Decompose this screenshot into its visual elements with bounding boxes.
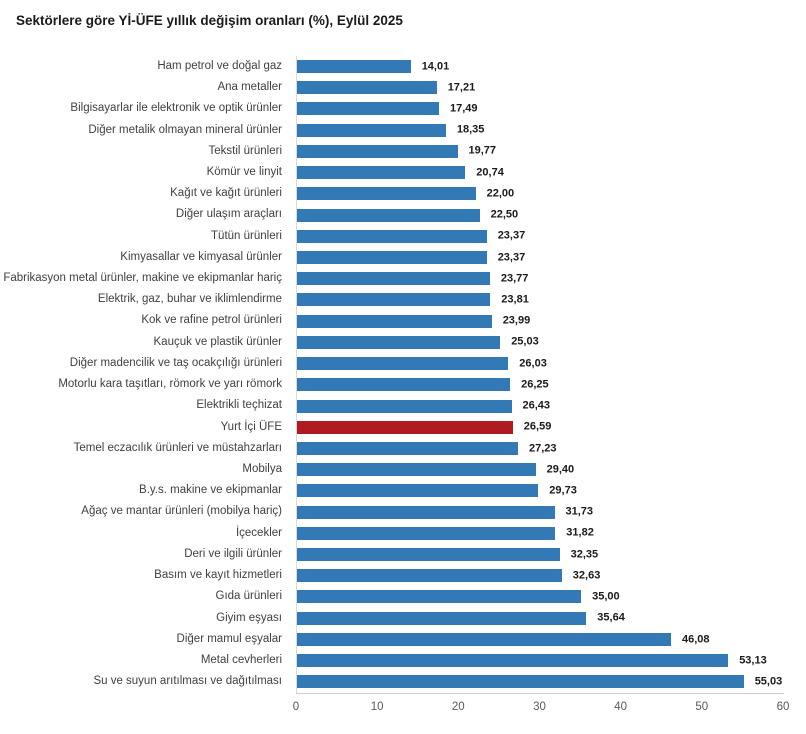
x-axis-tick-label: 40 [614,701,628,713]
bar [297,400,512,413]
chart-row [0,417,806,438]
category-label: Kömür ve linyit [206,165,282,178]
category-label: Basım ve kayıt hizmetleri [154,569,282,582]
bar [297,506,555,519]
category-label: Ağaç ve mantar ürünleri (mobilya hariç) [81,505,282,518]
value-label: 22,00 [486,187,515,200]
chart-row [0,98,806,119]
value-label: 19,77 [468,144,497,157]
chart-row [0,502,806,523]
chart-title: Sektörlere göre Yİ-ÜFE yıllık değişim oranları (%), Eylül 2025 [16,13,403,28]
chart-row [0,544,806,565]
bar [297,548,560,561]
value-label: 23,99 [502,314,531,327]
value-label: 53,13 [739,654,767,667]
value-label: 26,43 [522,399,551,412]
x-axis-tick-label: 10 [370,701,384,713]
bar [297,293,490,306]
bar-track [296,459,806,480]
bar-track [296,311,806,332]
bar [297,633,671,646]
chart-row [0,205,806,226]
x-axis-tick-label: 30 [533,701,546,713]
category-label: İçecekler [235,526,282,539]
x-axis-tick-label: 20 [451,701,465,713]
value-label: 32,35 [570,548,599,561]
category-label: Motorlu kara taşıtları, römork ve yarı römork [58,378,282,391]
chart-row [0,162,806,183]
bar [297,187,476,200]
bar-track [296,417,806,438]
chart-row [0,183,806,204]
value-label: 26,25 [521,378,549,391]
chart-row [0,374,806,395]
bar [297,60,411,73]
value-label: 20,74 [476,166,504,179]
bar-track [296,671,806,692]
value-label: 23,37 [497,229,526,242]
bar [297,484,538,497]
chart-row [0,608,806,629]
value-label: 46,08 [682,633,710,646]
value-label: 27,23 [529,442,557,455]
chart-rows [0,56,806,693]
category-label: Ham petrol ve doğal gaz [157,59,282,72]
bar-track [296,247,806,268]
bar-track [296,502,806,523]
category-label: B.y.s. makine ve ekipmanlar [139,484,282,497]
value-label: 23,77 [500,272,529,285]
value-label: 18,35 [456,123,485,136]
bar-track [296,565,806,586]
category-label: Tekstil ürünleri [208,144,282,157]
bar [297,612,586,625]
chart-row [0,671,806,692]
chart-row [0,226,806,247]
bar-track [296,650,806,671]
bar-highlighted [297,421,513,434]
chart-row [0,396,806,417]
chart-row [0,523,806,544]
chart-row [0,247,806,268]
value-label: 26,03 [519,357,547,370]
x-axis-tick-label: 0 [292,701,300,713]
x-axis-tick-label: 50 [695,701,709,713]
bar [297,230,487,243]
bar [297,527,555,540]
chart-row [0,353,806,374]
category-label: Diğer mamul eşyalar [176,632,282,645]
category-label: Elektrik, gaz, buhar ve iklimlendirme [97,293,282,306]
value-label: 23,81 [501,293,529,306]
value-label: 26,59 [523,420,552,433]
bar [297,590,581,603]
value-label: 23,37 [497,251,526,264]
chart-row [0,332,806,353]
category-label: Kauçuk ve plastik ürünler [153,335,282,348]
chart-row [0,56,806,77]
category-label: Diğer metalik olmayan mineral ürünler [88,123,282,136]
chart-row [0,586,806,607]
value-label: 17,21 [447,81,476,94]
category-label: Kağıt ve kağıt ürünleri [170,187,282,200]
bar [297,81,437,94]
value-label: 29,40 [546,463,575,476]
category-label: Bilgisayarlar ile elektronik ve optik ürünler [70,102,282,115]
bar-track [296,56,806,77]
bar-track [296,544,806,565]
bar [297,209,480,222]
bar-track [296,332,806,353]
bar [297,569,562,582]
category-label: Gıda ürünleri [215,590,282,603]
value-label: 55,03 [754,675,783,688]
chart-row [0,565,806,586]
bar [297,336,500,349]
chart-row [0,459,806,480]
value-label: 32,63 [572,569,601,582]
value-label: 35,00 [592,590,620,603]
chart-row [0,311,806,332]
bar [297,463,536,476]
bar [297,124,446,137]
category-label: Tütün ürünleri [211,229,282,242]
value-label: 25,03 [511,335,539,348]
bar-track [296,396,806,417]
bar-track [296,374,806,395]
bar [297,675,744,688]
chart-row [0,77,806,98]
value-label: 22,50 [490,208,519,221]
category-label: Fabrikasyon metal ürünler, makine ve ekipmanlar hariç [3,272,282,285]
category-label: Giyim eşyası [216,611,282,624]
bar [297,102,439,115]
bar [297,442,518,455]
category-label: Ana metaller [217,81,282,94]
bar-track [296,353,806,374]
bar [297,378,510,391]
category-label: Kok ve rafine petrol ürünleri [141,314,282,327]
bar [297,166,465,179]
chart-row [0,268,806,289]
bar [297,145,458,158]
bar-track [296,289,806,310]
chart-row [0,629,806,650]
bar [297,251,487,264]
value-label: 31,82 [566,526,594,539]
value-label: 17,49 [450,102,478,115]
bar-track [296,141,806,162]
chart-row [0,120,806,141]
chart-row [0,650,806,671]
x-axis-line [296,693,784,694]
bar-track [296,162,806,183]
bar [297,654,728,667]
category-label: Yurt İçi ÜFE [220,420,282,433]
category-label: Deri ve ilgili ürünler [184,547,282,560]
bar-track [296,523,806,544]
bar-track [296,268,806,289]
value-label: 31,73 [565,505,594,518]
bar-track [296,480,806,501]
category-label: Diğer ulaşım araçları [175,208,282,221]
value-label: 14,01 [421,60,450,73]
bar-track [296,438,806,459]
bar [297,315,492,328]
category-label: Metal cevherleri [200,653,282,666]
chart-row [0,141,806,162]
bar-track [296,183,806,204]
bar-track [296,120,806,141]
bar-track [296,205,806,226]
x-axis-tick-label: 60 [776,701,790,713]
bar-track [296,77,806,98]
bar-track [296,586,806,607]
value-label: 29,73 [549,484,577,497]
chart-row [0,289,806,310]
category-label: Elektrikli teçhizat [196,399,282,412]
bar [297,272,490,285]
bar-track [296,226,806,247]
chart-row [0,438,806,459]
category-label: Temel eczacılık ürünleri ve müstahzarları [73,441,282,454]
bar-track [296,98,806,119]
category-label: Diğer madencilik ve taş ocakçılığı ürünleri [69,356,282,369]
chart-row [0,480,806,501]
category-label: Su ve suyun arıtılması ve dağıtılması [93,675,282,688]
category-label: Kimyasallar ve kimyasal ürünler [120,250,282,263]
bar-track [296,608,806,629]
value-label: 35,64 [597,611,625,624]
bar-track [296,629,806,650]
category-label: Mobilya [242,463,282,476]
bar [297,357,508,370]
